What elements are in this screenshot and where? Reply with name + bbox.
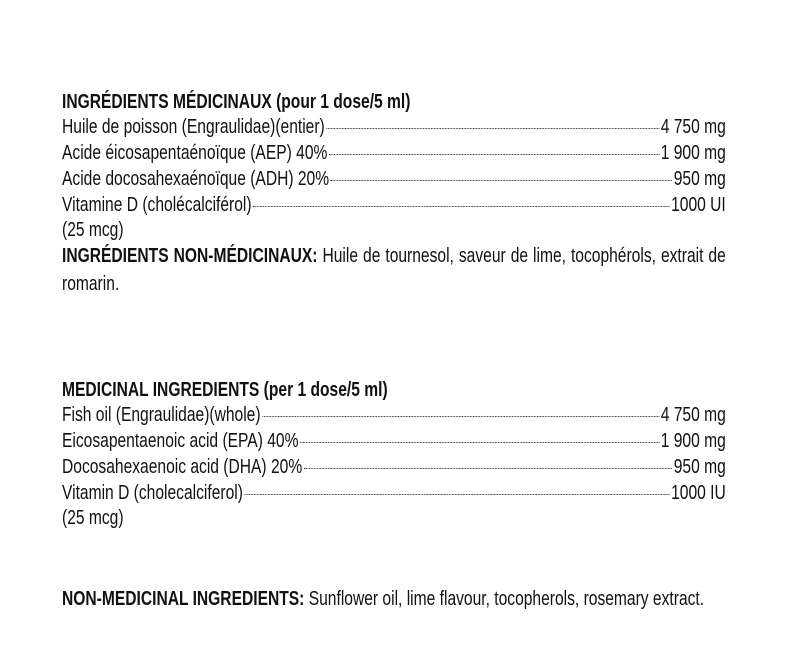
en-non-medicinal-text: Sunflower oil, lime flavour, tocopherols, rosemary extract. — [308, 588, 705, 610]
en-heading-title: MEDICINAL INGREDIENTS — [62, 379, 260, 401]
fr-ingredient-row — [62, 192, 726, 218]
fr-non-medicinal-heading: INGRÉDIENTS NON-MÉDICINAUX: — [62, 245, 318, 267]
en-medicinal-heading — [62, 378, 726, 402]
en-ingredient-amount: 1 900 mg — [660, 430, 726, 452]
fr-non-medicinal-paragraph — [62, 242, 726, 298]
en-heading-dose: (per 1 dose/5 ml) — [263, 379, 388, 401]
french-ingredients-section — [62, 90, 726, 298]
fr-vitamin-d-note: (25 mcg) — [62, 219, 124, 241]
en-ingredient-name: Eicosapentaenoic acid (EPA) 40% — [62, 430, 299, 452]
fr-ingredient-amount: 4 750 mg — [660, 116, 726, 138]
fr-ingredient-amount: 1 900 mg — [660, 142, 726, 164]
fr-ingredient-name: Huile de poisson (Engraulidae)(entier) — [62, 116, 325, 138]
fr-ingredient-amount: 1000 UI — [671, 194, 726, 216]
fr-medicinal-heading — [62, 90, 726, 114]
en-non-medicinal-paragraph — [62, 585, 726, 613]
en-ingredient-amount: 1000 IU — [671, 482, 726, 504]
en-ingredient-name: Vitamin D (cholecalciferol) — [62, 482, 243, 504]
fr-ingredient-name: Acide éicosapentaénoïque (AEP) 40% — [62, 142, 328, 164]
leader-dots — [331, 180, 673, 181]
leader-dots — [244, 494, 669, 495]
leader-dots — [326, 128, 659, 129]
fr-non-medicinal-text: Huile de tournesol, saveur de lime, tocophérols, extrait de romarin. — [62, 245, 726, 295]
en-non-medicinal-block — [62, 585, 705, 613]
fr-ingredient-name: Acide docosahexaénoïque (ADH) 20% — [62, 168, 330, 190]
fr-heading-dose: (pour 1 dose/5 ml) — [276, 91, 411, 113]
en-ingredient-amount: 4 750 mg — [660, 404, 726, 426]
leader-dots — [329, 154, 659, 155]
leader-dots — [262, 416, 659, 417]
leader-dots — [300, 442, 659, 443]
en-vitamin-d-note: (25 mcg) — [62, 507, 124, 529]
fr-ingredient-row — [62, 166, 726, 192]
leader-dots — [253, 206, 669, 207]
english-ingredients-section — [62, 378, 726, 530]
fr-heading-title: INGRÉDIENTS MÉDICINAUX — [62, 91, 272, 113]
en-ingredient-row — [62, 480, 726, 506]
en-non-medicinal-heading: NON-MEDICINAL INGREDIENTS: — [62, 588, 305, 610]
fr-ingredient-name: Vitamine D (cholécalciférol) — [62, 194, 252, 216]
leader-dots — [304, 468, 672, 469]
en-ingredient-row — [62, 428, 726, 454]
en-ingredient-amount: 950 mg — [673, 456, 726, 478]
fr-ingredient-row — [62, 140, 726, 166]
en-ingredient-row — [62, 454, 726, 480]
fr-ingredient-row — [62, 114, 726, 140]
fr-ingredient-amount: 950 mg — [673, 168, 726, 190]
en-ingredient-name: Docosahexaenoic acid (DHA) 20% — [62, 456, 303, 478]
en-ingredient-name: Fish oil (Engraulidae)(whole) — [62, 404, 261, 426]
en-ingredient-row — [62, 402, 726, 428]
